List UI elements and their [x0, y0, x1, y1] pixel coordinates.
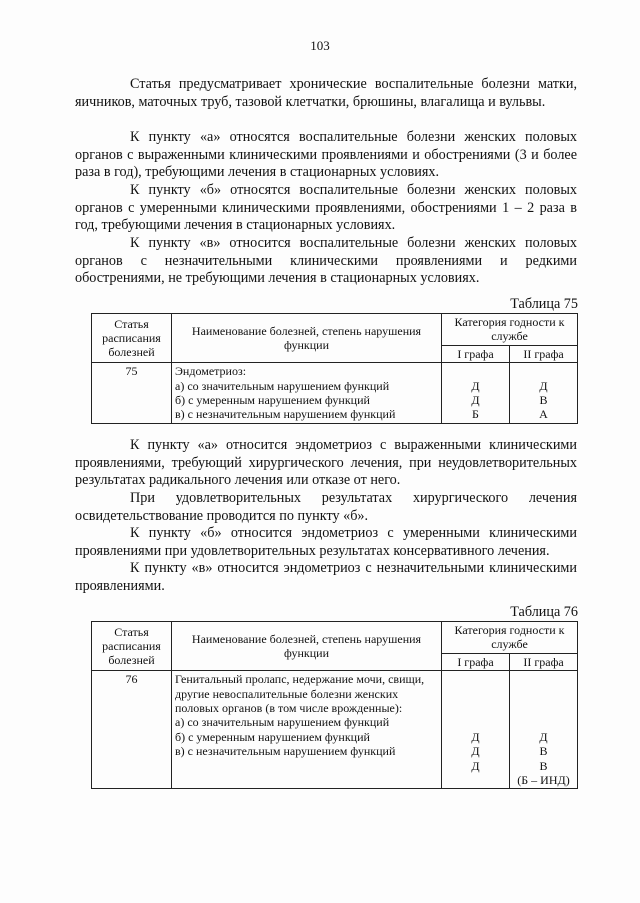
header-col1: I графа: [442, 345, 510, 362]
table-caption: Таблица 76: [510, 604, 578, 620]
table-75: [91, 313, 578, 424]
category-value: Д: [471, 393, 480, 408]
col2-values: [510, 363, 578, 424]
category-value: А: [539, 407, 548, 422]
col1-values: [442, 671, 510, 789]
category-value: Д: [471, 744, 480, 759]
name-line: б) с умеренным нарушением функций: [175, 729, 370, 744]
name-line: а) со значительным нарушением функций: [175, 378, 390, 393]
page-number: 103: [310, 38, 330, 53]
header-col2: II графа: [510, 653, 578, 670]
header-article: Статья расписания болезней: [92, 622, 172, 671]
name-line: Эндометриоз:: [175, 364, 247, 379]
paragraph: При удовлетворительных результатах хирургического лечения освидетельствование проводится по пункту «б».: [75, 490, 577, 524]
name-intro: Генитальный пролапс, недержание мочи, свищи, другие невоспалительные болезни женских половых органов (в том числе врожденные):: [175, 672, 425, 716]
paragraph: К пункту «а» относится эндометриоз с выраженными клиническими проявлениями, требующий хирургического лечения, при неудовлетворительных результатах радикального лечения или отказе от него.: [75, 437, 577, 489]
paragraph: К пункту «а» относятся воспалительные болезни женских половых органов с выраженными клиническими проявлениями и обострениями (3 и более раза в год), требующими лечения в стационарных условиях.: [75, 129, 577, 181]
table-76: [91, 621, 578, 789]
category-value: В: [539, 744, 548, 759]
category-value: Д: [539, 729, 548, 744]
table-row: [92, 671, 578, 789]
category-value: В: [539, 758, 548, 773]
disease-name-cell: [172, 363, 442, 424]
col2-values: [510, 671, 578, 789]
header-name: Наименование болезней, степень нарушения функции: [172, 314, 442, 363]
header-col1: I графа: [442, 653, 510, 670]
category-value: Б: [472, 407, 479, 422]
category-value: Д: [471, 758, 480, 773]
paragraph: К пункту «в» относится воспалительные болезни женских половых органов с незначительными клиническими проявлениями и редкими обострениями, не требующими лечения в стационарных условиях.: [75, 235, 577, 287]
paragraph: К пункту «б» относится эндометриоз с умеренными клиническими проявлениями при удовлетворительных результатах консервативного лечения.: [75, 525, 577, 559]
name-line: в) с незначительным нарушением функций: [175, 744, 396, 759]
header-col2: II графа: [510, 345, 578, 362]
disease-name-cell: [172, 671, 442, 789]
header-name: Наименование болезней, степень нарушения функции: [172, 622, 442, 671]
header-article: Статья расписания болезней: [92, 314, 172, 363]
table-row: [92, 363, 578, 424]
category-value: Д: [471, 378, 480, 393]
category-note: (Б – ИНД): [517, 773, 570, 788]
header-category: Категория годности к службе: [442, 622, 578, 654]
name-line: в) с незначительным нарушением функций: [175, 407, 396, 422]
table-caption: Таблица 75: [510, 296, 578, 312]
paragraph: Статья предусматривает хронические воспалительные болезни матки, яичников, маточных труб, тазовой клетчатки, брюшины, влагалища и вульвы.: [75, 76, 577, 110]
article-number: 75: [92, 363, 172, 424]
name-line: б) с умеренным нарушением функций: [175, 393, 370, 408]
col1-values: [442, 363, 510, 424]
category-value: Д: [539, 378, 548, 393]
header-category: Категория годности к службе: [442, 314, 578, 346]
category-value: Д: [471, 729, 480, 744]
article-number: 76: [92, 671, 172, 789]
name-line: а) со значительным нарушением функций: [175, 715, 390, 730]
category-value: В: [539, 393, 548, 408]
paragraph: К пункту «в» относится эндометриоз с незначительными клиническими проявлениями.: [75, 560, 577, 594]
paragraph: К пункту «б» относятся воспалительные болезни женских половых органов с умеренными клиническими проявлениями, обострениями 1 – 2 раза в год, требующими лечения в стационарных условиях.: [75, 182, 577, 234]
